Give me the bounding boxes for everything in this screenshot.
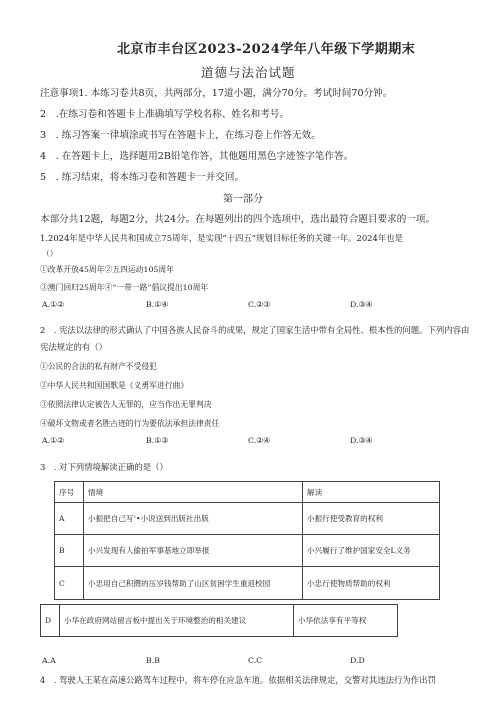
q3-option-c: C.C bbox=[248, 656, 263, 665]
q3-header-cell: 序号 bbox=[55, 482, 84, 503]
q3-cell: D bbox=[41, 605, 60, 637]
table-row bbox=[41, 605, 398, 637]
q1-option-b: B.①④ bbox=[146, 300, 169, 309]
q3-cell: B bbox=[55, 535, 84, 567]
q2-item-3: ③依照法律认定被告人无罪的，应当作出无罪判决 bbox=[40, 400, 212, 409]
q3-cell: 小振行使受教育的权利 bbox=[303, 503, 440, 535]
exam-subtitle: 道德与法治试题 bbox=[201, 65, 296, 80]
note-1: 注意事项1. 本练习卷共8页，共两部分，17道小题，满分70分。考试时间70分钟。 bbox=[40, 88, 393, 99]
q3-cell: 小华依法享有平等权 bbox=[294, 605, 398, 637]
q1-item-1: ①改革开放45周年②五四运动105周年 bbox=[40, 265, 174, 274]
note-3: 3 . 练习答案一律填涂或书写在答题卡上，在练习卷上作答无效。 bbox=[40, 130, 321, 141]
note-5: 5 . 练习结束，将本练习卷和答题卡一并交回。 bbox=[40, 172, 245, 183]
q2-item-1: ①公民的合法的私有财产不受侵犯 bbox=[40, 362, 157, 371]
q1-option-c: C.②③ bbox=[248, 300, 271, 309]
q3-cell: 小兴履行了维护国家安全L义务 bbox=[303, 535, 440, 567]
q4-stem: 4 . 驾驶人王某在高速公路驾车过程中，将车停在应急车道。依据相关法律规定，交警对其违法行为作出罚 bbox=[40, 675, 436, 685]
q3-cell: 小振把自己写‘•小说送到出版社出版 bbox=[84, 503, 303, 535]
q3-header-cell: 情境 bbox=[84, 482, 303, 503]
q2-option-b: B.①③ bbox=[146, 436, 169, 445]
q2-option-a: A.①② bbox=[42, 436, 65, 445]
q2-stem: 2 . 宪法以法律的形式确认了中国各族人民奋斗的成果，规定了国家生活中带有全局性、根本性的问题。下列内容由 bbox=[40, 325, 470, 335]
q1-option-a: A.①② bbox=[42, 300, 65, 309]
section-title: 第一部分 bbox=[223, 194, 263, 205]
exam-title: 北京市丰台区2023-2024学年八年级下学期期末 bbox=[117, 42, 416, 57]
table-row bbox=[55, 535, 440, 567]
q2-item-4: ④破坏文物或者名胜古迹的行为要依法承担法律责任 bbox=[40, 419, 220, 428]
q3-table-d bbox=[40, 604, 398, 637]
q1-paren: （） bbox=[42, 249, 58, 258]
q3-table-header-row bbox=[55, 482, 440, 503]
q3-header-cell: 解读 bbox=[303, 482, 440, 503]
q2-option-d: D.③④ bbox=[350, 436, 373, 445]
q2-item-2: ②中华人民共和国国歌是《义勇军进行曲》 bbox=[40, 381, 189, 390]
q3-table bbox=[54, 481, 440, 600]
q1-option-d: D.③④ bbox=[350, 300, 373, 309]
q3-option-a: A.A bbox=[42, 656, 56, 665]
q3-cell: C bbox=[55, 567, 84, 600]
q3-stem: 3 . 对下列情境解读正确的是（） bbox=[40, 462, 168, 472]
q3-cell: A bbox=[55, 503, 84, 535]
q3-cell: 小忠用自己积攒的压岁钱帮助了山区贫困学生重返校园 bbox=[84, 567, 303, 600]
q3-cell: 小兴发现有人偷拍军事基地立即举报 bbox=[84, 535, 303, 567]
note-4: 4 . 在答题卡上，选择题用2B铅笔作答，其他题用黑色字迹签字笔作答。 bbox=[40, 151, 354, 162]
table-row bbox=[55, 567, 440, 600]
section-intro: 本部分共12题，每题2分，共24分。在每题列出的四个选项中，选出最符合题目要求的一项。 bbox=[40, 214, 436, 225]
q2-option-c: C.②④ bbox=[248, 436, 271, 445]
q3-cell: 小忠行使物质帮助的权利 bbox=[303, 567, 440, 600]
note-2: 2 .在练习卷和答题卡上准确填写学校名称、姓名和考号。 bbox=[40, 109, 289, 120]
q1-stem: 1.2024年是中华人民共和国成立75周年，是实现“十四五”规划目标任务的关键一年。2024年也是 bbox=[40, 233, 403, 243]
q3-option-d: D.D bbox=[350, 656, 365, 665]
q3-option-b: B.B bbox=[146, 656, 160, 665]
q1-item-2: ③澳门回归25周年④“一带一路”倡议提出10周年 bbox=[40, 283, 209, 292]
table-row bbox=[55, 503, 440, 535]
q3-cell: 小华在政府网站留言板中提出关于环境整治的相关建议 bbox=[60, 605, 294, 637]
q2-stem-cont: 宪法规定的有（） bbox=[40, 342, 107, 352]
